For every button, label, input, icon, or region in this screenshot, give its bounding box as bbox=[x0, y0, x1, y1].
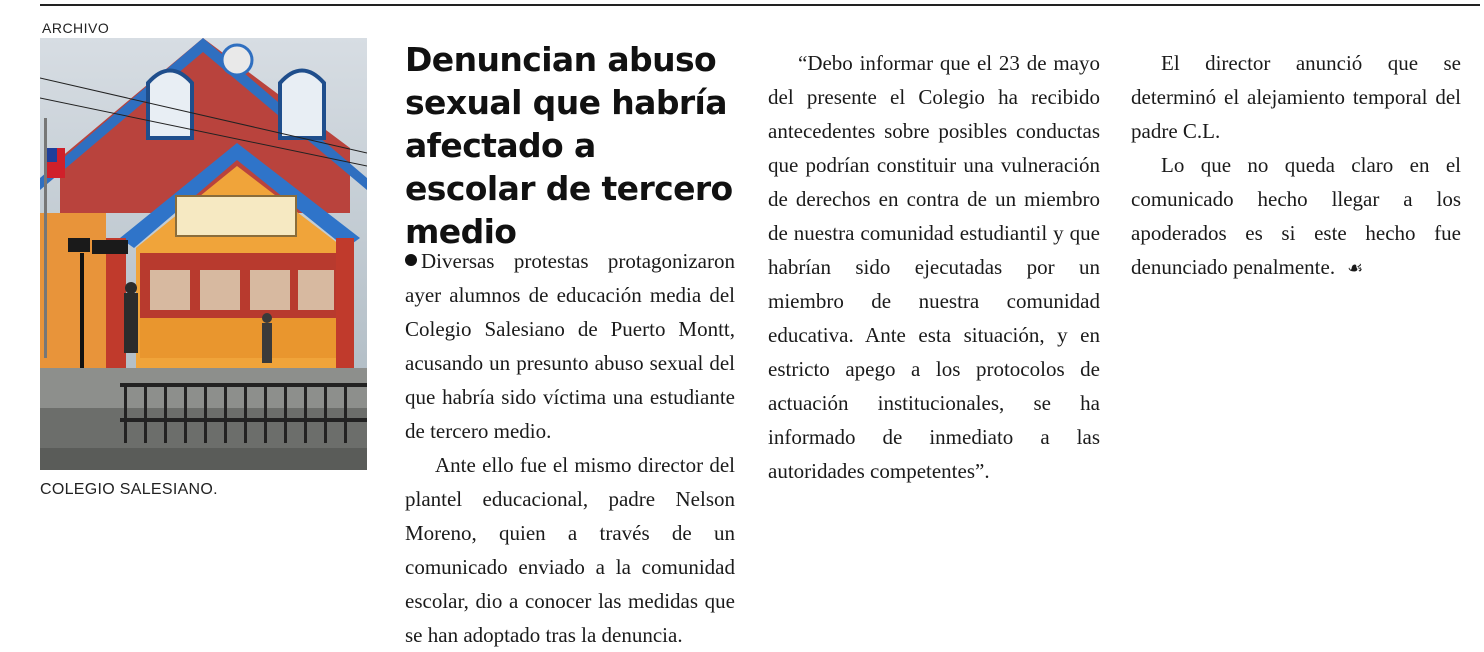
body-paragraph-2: “Debo informar que el 23 de mayo del presente el Colegio ha recibido antecedentes sobre posibles conductas que podrían constituir una vulneración de derechos en contra de un miembro de nuestra comunidad estudiantil y que habrían sido ejecutadas por un miembro de nuestra comunidad educativa. Ante esta situación, y en estricto apego a los protocolos de actuación institucionales, se ha informado de inmediato a las autoridades competentes”. bbox=[768, 51, 1100, 483]
lead-column bbox=[405, 244, 735, 652]
end-mark-icon: ☙ bbox=[1347, 258, 1364, 279]
lead-text: Diversas protestas protagonizaron ayer alumnos de educación media del Colegio Salesiano de Puerto Montt, acusando un presunto abuso sexual del que habría sido víctima una estudiante de tercero medio. bbox=[405, 249, 735, 443]
article-photo bbox=[40, 38, 367, 470]
body-paragraph-3: El director anunció que se determinó el alejamiento temporal del padre C.L. bbox=[1131, 51, 1461, 143]
top-rule bbox=[40, 4, 1480, 6]
photo-credit: ARCHIVO bbox=[42, 20, 110, 36]
lead-paragraph bbox=[405, 244, 735, 448]
second-column bbox=[768, 46, 1100, 488]
body-paragraph-1: Ante ello fue el mismo director del plantel educacional, padre Nelson Moreno, quien a través de un comunicado enviado a la comunidad escolar, dio a conocer las medidas que se han adoptado tras la denuncia. bbox=[405, 453, 735, 647]
paragraph-4-text: Lo que no queda claro en el comunicado hecho llegar a los apoderados es si este hecho fue denunciado penalmente. bbox=[1131, 153, 1461, 279]
photo-caption: COLEGIO SALESIANO. bbox=[40, 481, 218, 498]
article-headline: Denuncian abuso sexual que habría afectado a escolar de tercero medio bbox=[405, 40, 733, 251]
body-paragraph-4 bbox=[1131, 148, 1461, 286]
third-column bbox=[1131, 46, 1461, 286]
school-building-illustration bbox=[40, 38, 367, 470]
bullet-icon bbox=[405, 254, 417, 266]
